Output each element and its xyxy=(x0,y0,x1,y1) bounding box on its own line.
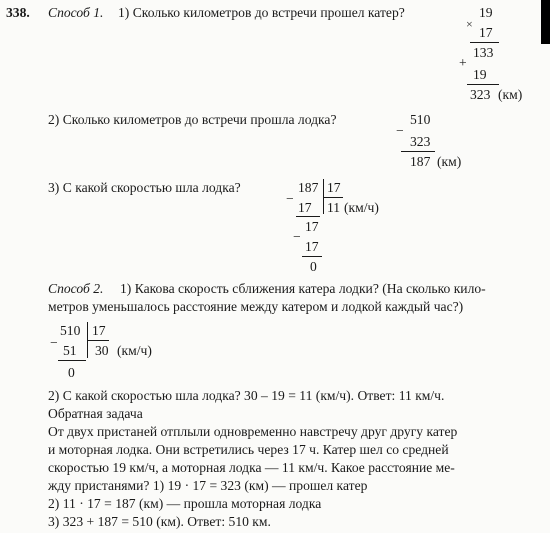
add-operand-b: 19 xyxy=(473,67,487,82)
div2-quotient-line xyxy=(87,340,109,341)
div1-sub1: 17 xyxy=(298,200,312,215)
inverse-line: 2) 11 · 17 = 187 (км) — прошла моторная лодка xyxy=(48,496,322,511)
div2-divisor: 17 xyxy=(92,323,106,338)
mult-sign: × xyxy=(466,17,473,31)
sub-sign: − xyxy=(396,123,404,138)
mult-operand-b: 17 xyxy=(479,25,493,40)
method1-question2: 2) Сколько километров до встречи прошла лодка? xyxy=(48,112,337,127)
div2-unit: (км/ч) xyxy=(117,343,152,358)
div1-sub2: 17 xyxy=(305,239,319,254)
div1-final: 0 xyxy=(310,259,317,274)
add-operand-a: 133 xyxy=(473,45,494,60)
add-line xyxy=(467,84,499,85)
inverse-line: и моторная лодка. Они встретились через 17 ч. Катер шел со средней xyxy=(48,442,449,457)
inverse-line: скоростью 19 км/ч, а моторная лодка — 11 км/ч. Какое расстояние ме- xyxy=(48,460,455,475)
div1-dividend: 187 xyxy=(298,180,319,195)
method1-question1: 1) Сколько километров до встречи прошел катер? xyxy=(118,5,405,20)
sub-operand-a: 510 xyxy=(410,112,431,127)
div2-line xyxy=(58,360,86,361)
method2-label: Способ 2. xyxy=(48,281,104,296)
div2-quotient: 30 xyxy=(95,343,109,358)
inverse-title: Обратная задача xyxy=(48,406,143,421)
method2-question1-line2: метров уменьшалось расстояние между катером и лодкой каждый час?) xyxy=(48,299,464,314)
mult-operand-a: 19 xyxy=(479,5,493,20)
method2-question2: 2) С какой скоростью шла лодка? 30 – 19 = 11 (км/ч). Ответ: 11 км/ч. xyxy=(48,388,445,403)
div1-remainder: 17 xyxy=(305,219,319,234)
div2-dividend: 510 xyxy=(60,323,81,338)
method1-question3: 3) С какой скоростью шла лодка? xyxy=(48,180,241,195)
div1-minus1: − xyxy=(286,191,294,206)
sub-unit: (км) xyxy=(437,154,462,169)
inverse-line: От двух пристаней отплыли одновременно навстречу друг другу катер xyxy=(48,424,458,439)
div1-minus2: − xyxy=(293,229,301,244)
method2-question1-line1: 1) Какова скорость сближения катера лодки? (На сколько кило- xyxy=(120,281,486,296)
div1-line1 xyxy=(296,216,320,217)
add-result: 323 xyxy=(470,87,491,102)
problem-number: 338. xyxy=(6,5,30,20)
div1-unit: (км/ч) xyxy=(344,200,379,215)
sub-line xyxy=(401,151,435,152)
add-unit: (км) xyxy=(498,87,523,102)
method1-label: Способ 1. xyxy=(48,5,104,20)
div1-line2 xyxy=(302,256,322,257)
div2-final: 0 xyxy=(68,365,75,380)
mult-line xyxy=(470,42,499,43)
add-sign: + xyxy=(459,55,467,70)
div1-divisor: 17 xyxy=(327,180,341,195)
inverse-line: жду пристанями? 1) 19 · 17 = 323 (км) — прошел катер xyxy=(48,478,368,493)
page-edge-shadow xyxy=(541,0,550,44)
sub-result: 187 xyxy=(410,154,431,169)
div2-minus: − xyxy=(50,335,58,350)
div1-quotient-line xyxy=(323,197,343,198)
inverse-line: 3) 323 + 187 = 510 (км). Ответ: 510 км. xyxy=(48,514,271,529)
div2-sub1: 51 xyxy=(63,343,77,358)
div1-quotient: 11 xyxy=(327,200,341,215)
sub-operand-b: 323 xyxy=(410,134,431,149)
